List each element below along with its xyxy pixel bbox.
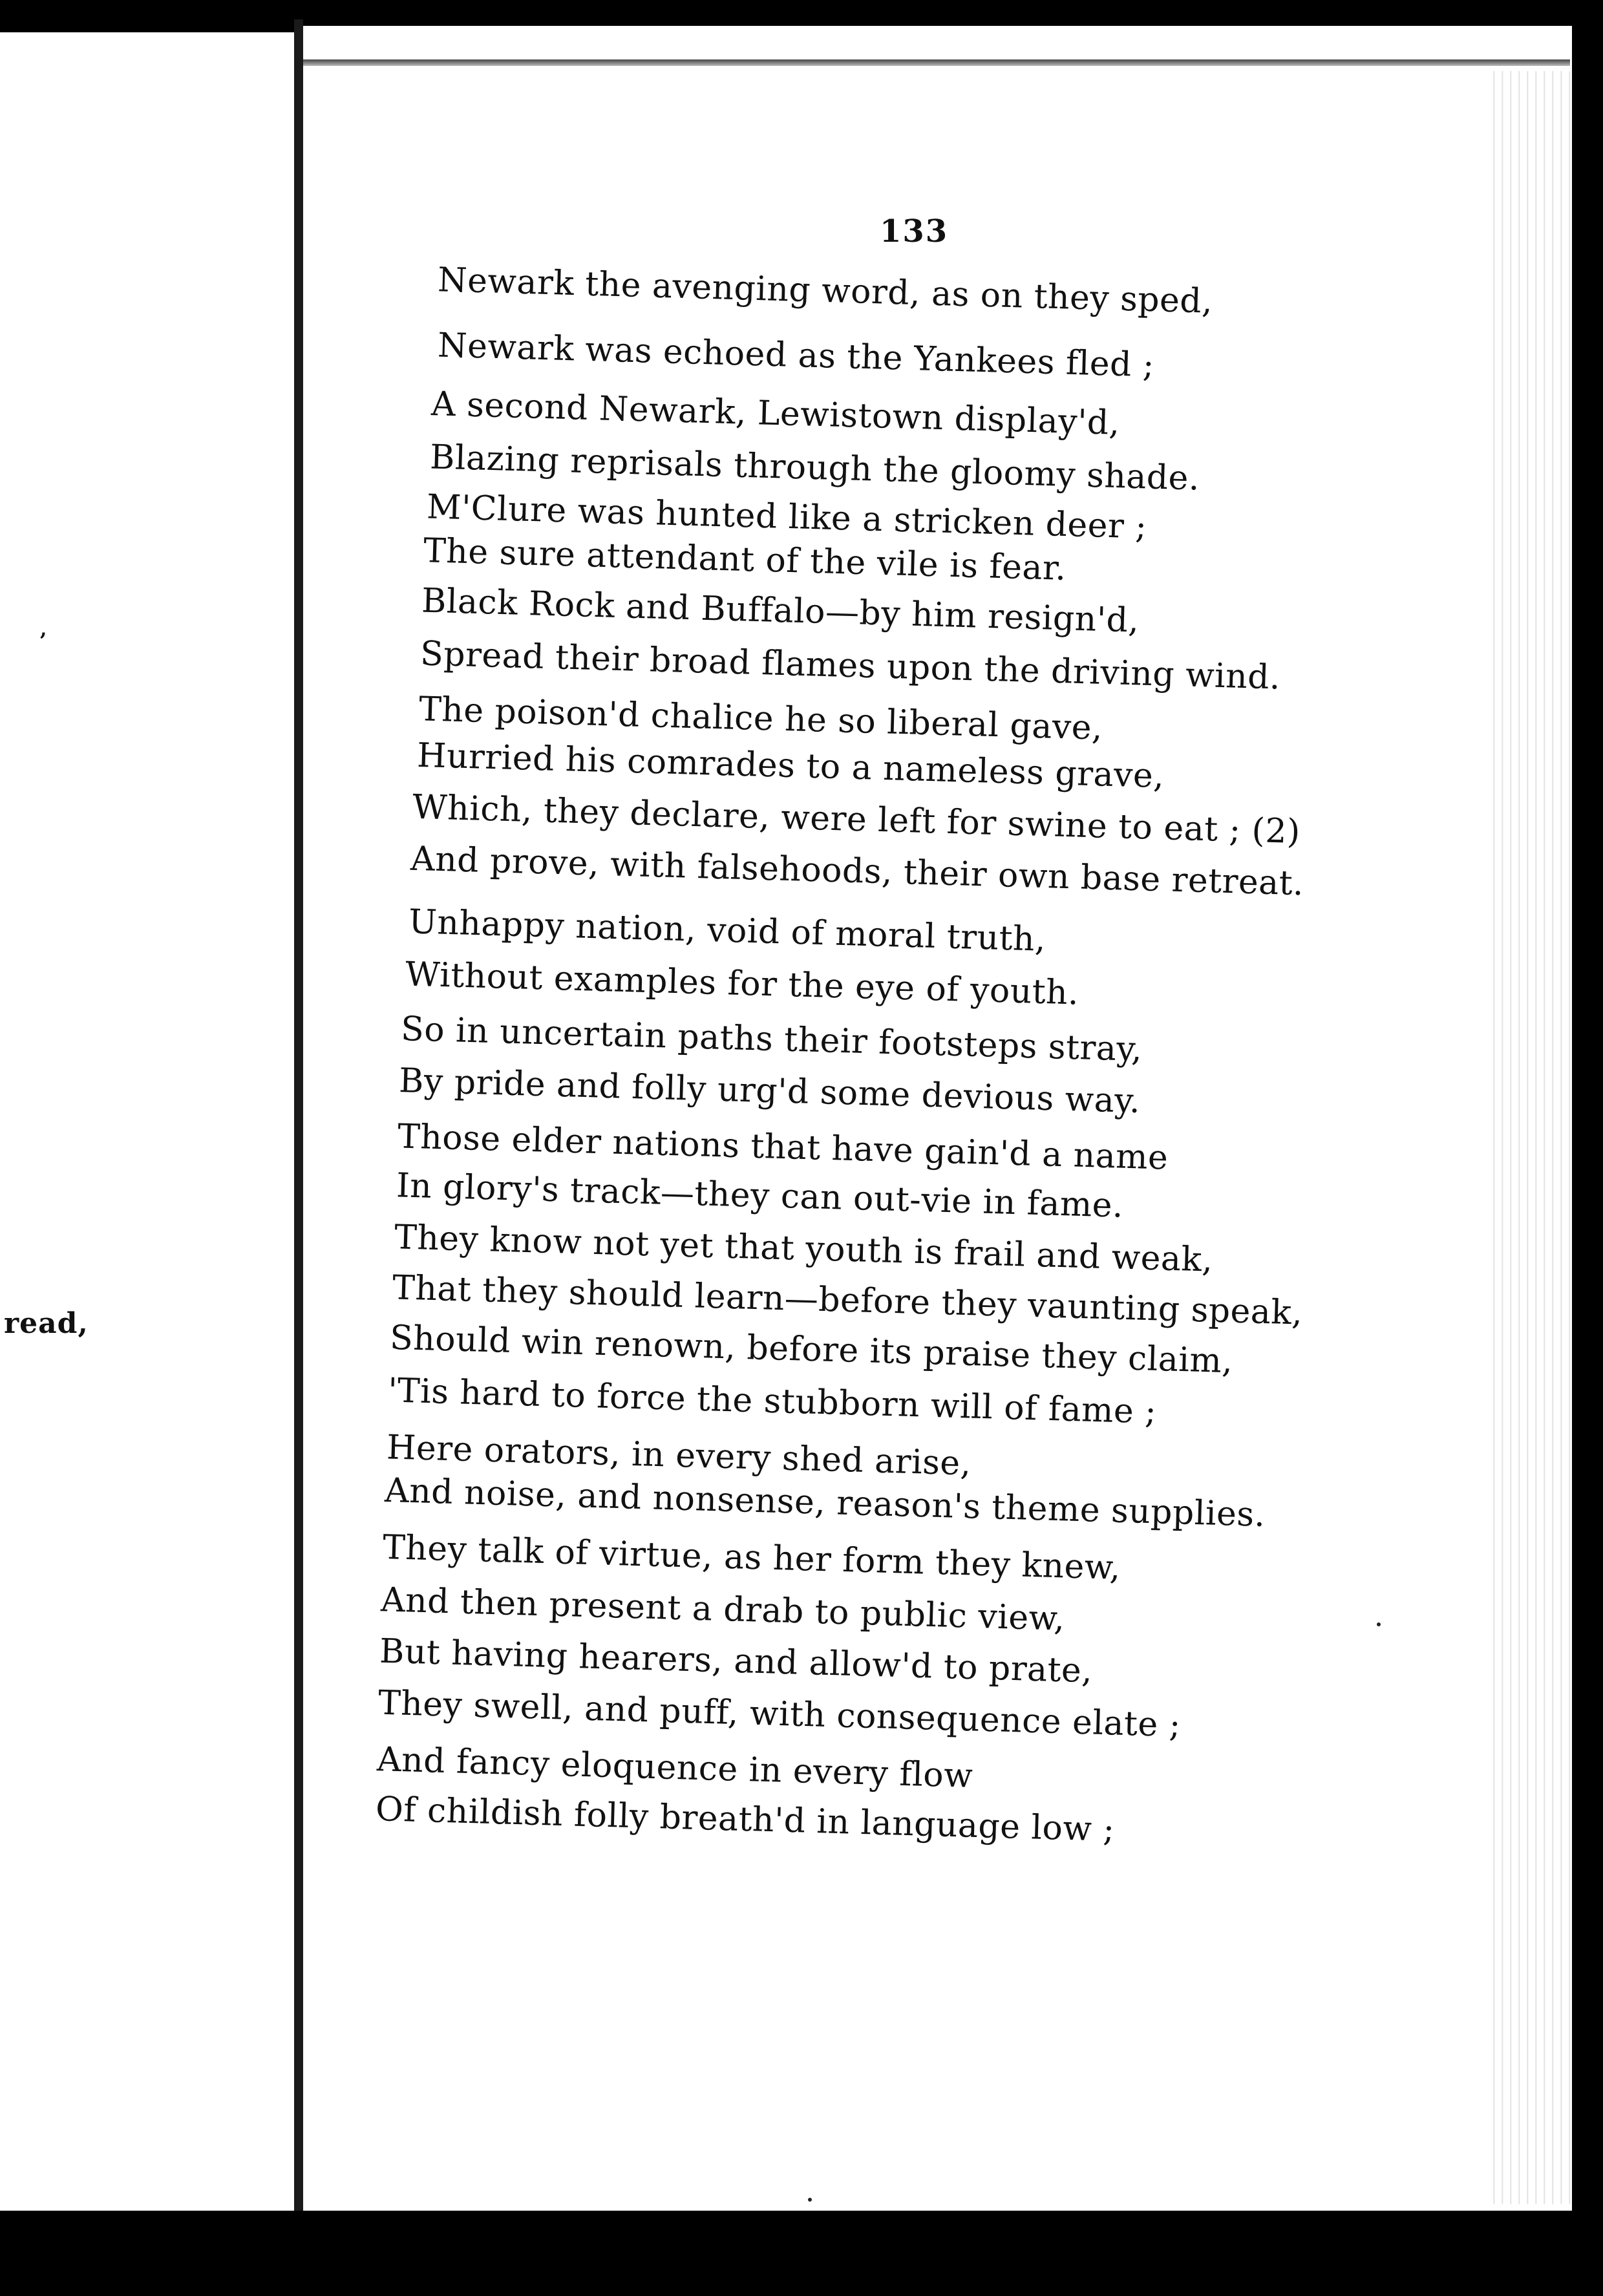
poem-line: They talk of virtue, as her form they knew, [382, 1528, 1121, 1588]
poem-line: Newark was echoed as the Yankees fled ; [437, 326, 1155, 385]
poem-line: In glory's track—they can out-vie in fame. [396, 1166, 1124, 1226]
poem-line: Spread their broad flames upon the driving wind. [419, 634, 1281, 697]
poem-line: M'Clure was hunted like a stricken deer ; [426, 487, 1148, 547]
poem-line: And noise, and nonsense, reason's theme supplies. [384, 1471, 1266, 1535]
poem-line: The sure attendant of the vile is fear. [423, 531, 1067, 588]
poem-line: Black Rock and Buffalo—by him resign'd, [421, 581, 1140, 641]
poem-line: Newark the avenging word, as on they sped, [437, 260, 1214, 321]
poem-line: A second Newark, Lewistown display'd, [430, 385, 1121, 443]
poem-line: They swell, and puff, with consequence elate ; [377, 1683, 1182, 1745]
poem-line: Unhappy nation, void of moral truth, [408, 902, 1046, 959]
page-number: 133 [880, 213, 949, 250]
scan-border-right [1572, 0, 1603, 2296]
poem-line: Here orators, in every shed arise, [386, 1428, 972, 1483]
poem-line: They know not yet that youth is frail and weak, [394, 1218, 1214, 1280]
poem-line: Hurried his comrades to a nameless grave, [416, 736, 1165, 796]
scan-speck [808, 2198, 812, 2202]
poem-line: And fancy eloquence in every flow [376, 1740, 974, 1796]
poem-line: And then present a drab to public view, [380, 1580, 1066, 1639]
poem-line: Which, they declare, were left for swine to eat ; (2) [412, 787, 1301, 852]
left-page-fragment-upper: , [40, 618, 47, 641]
poem-line: Blazing reprisals through the gloomy shade. [429, 438, 1200, 498]
poem-line: So in uncertain paths their footsteps stray, [400, 1009, 1143, 1070]
poem-line: Of childish folly breath'd in language low ; [375, 1790, 1116, 1849]
poem-line: 'Tis hard to force the stubborn will of fame ; [387, 1371, 1158, 1432]
poem-line: Should win renown, before its praise they claim, [389, 1318, 1234, 1381]
poem-line: The poison'd chalice he so liberal gave, [418, 690, 1103, 748]
poem-line: Without examples for the eye of youth. [405, 955, 1079, 1013]
poem-line: And prove, with falsehoods, their own base retreat. [410, 839, 1305, 904]
poem-line: But having hearers, and allow'd to prate, [379, 1632, 1094, 1691]
poem-line: By pride and folly urg'd some devious way. [398, 1061, 1141, 1121]
scan-speck [1377, 1622, 1381, 1626]
poem-line: Those elder nations that have gain'd a name [397, 1117, 1169, 1178]
poem-line: That they should learn—before they vaunting speak, [392, 1268, 1304, 1333]
left-page-fragment-lower: read, [4, 1307, 89, 1340]
scan-border-bottom [0, 2211, 1603, 2296]
